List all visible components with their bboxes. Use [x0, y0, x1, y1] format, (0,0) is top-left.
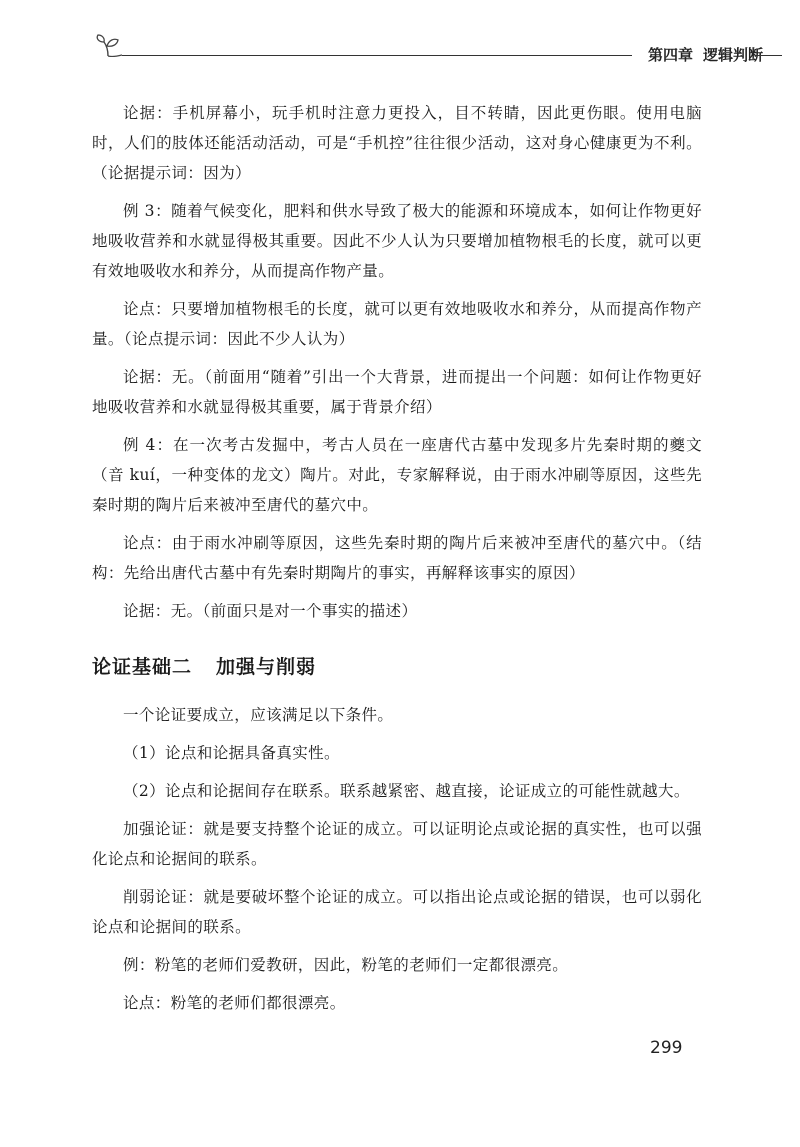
chapter-number: 第四章	[648, 46, 694, 64]
paragraph: 论点：粉笔的老师们都很漂亮。	[123, 994, 346, 1012]
paragraph: 一个论证要成立，应该满足以下条件。	[123, 706, 394, 724]
section-number: 论证基础二	[92, 656, 193, 678]
chapter-title: 逻辑判断	[703, 46, 764, 64]
chapter-heading	[648, 44, 773, 65]
paragraph: 加强论证：就是要支持整个论证的成立。可以证明论点或论据的真实性，也可以强化论点和论据间的联系。	[92, 820, 702, 868]
page-body	[92, 98, 702, 1026]
paragraph: 论点：只要增加植物根毛的长度，就可以更有效地吸收水和养分，从而提高作物产量。（论点提示词：因此不少人认为）	[92, 300, 702, 348]
paragraph: （2）论点和论据间存在联系。联系越紧密、越直接，论证成立的可能性就越大。	[123, 782, 690, 800]
paragraph: 论据：手机屏幕小，玩手机时注意力更投入，目不转睛，因此更伤眼。使用电脑时，人们的肢体还能活动活动，可是“手机控”往往很少活动，这对身心健康更为不利。（论据提示词：因为）	[92, 104, 702, 182]
header-rule-right	[756, 55, 782, 56]
paragraph: 例 3：随着气候变化，肥料和供水导致了极大的能源和环境成本，如何让作物更好地吸收营养和水就显得极其重要。因此不少人认为只要增加植物根毛的长度，就可以更有效地吸收水和养分，从而提高作物产量。	[92, 202, 702, 280]
paragraph: 例 4：在一次考古发掘中，考古人员在一座唐代古墓中发现多片先秦时期的夔文（音 kuí，一种变体的龙文）陶片。对此，专家解释说，由于雨水冲刷等原因，这些先秦时期的陶片后来被冲至唐代的墓穴中。	[92, 436, 702, 514]
paragraph: 例：粉笔的老师们爱教研，因此，粉笔的老师们一定都很漂亮。	[123, 956, 569, 974]
paragraph: （1）论点和论据具备真实性。	[123, 744, 340, 762]
section-heading	[92, 652, 702, 682]
paragraph: 论据：无。（前面只是对一个事实的描述）	[123, 602, 418, 620]
paragraph: 论据：无。（前面用“随着”引出一个大背景，进而提出一个问题：如何让作物更好地吸收营养和水就显得极其重要，属于背景介绍）	[92, 368, 702, 416]
paragraph: 削弱论证：就是要破坏整个论证的成立。可以指出论点或论据的错误，也可以弱化论点和论据间的联系。	[92, 888, 702, 936]
section-title: 加强与削弱	[216, 656, 317, 678]
page-number: 299	[650, 1038, 683, 1058]
page-header	[92, 30, 782, 70]
paragraph: 论点：由于雨水冲刷等原因，这些先秦时期的陶片后来被冲至唐代的墓穴中。（结构：先给出唐代古墓中有先秦时期陶片的事实，再解释该事实的原因）	[92, 534, 702, 582]
header-rule-left	[122, 55, 632, 56]
